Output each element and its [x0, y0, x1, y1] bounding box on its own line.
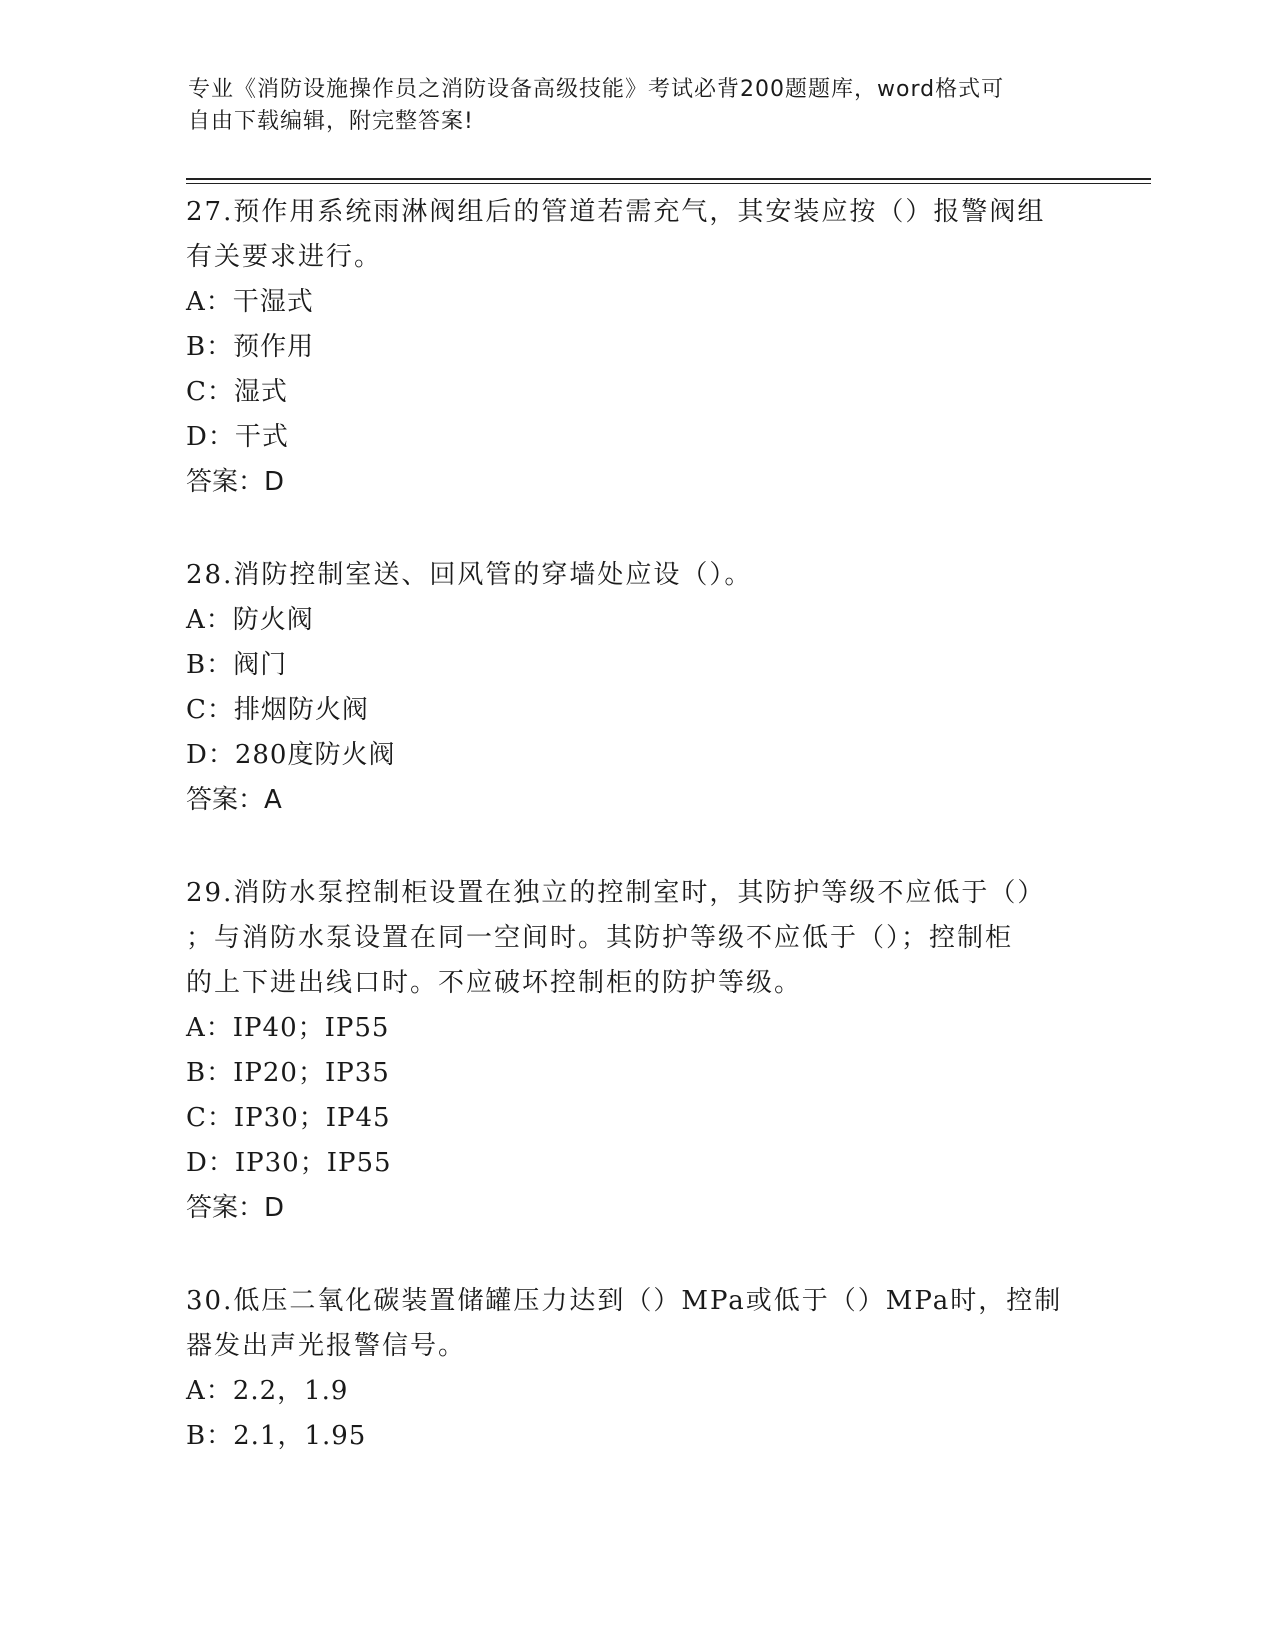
- option-b: B：预作用: [186, 332, 315, 362]
- header-divider-thick: [186, 178, 1151, 180]
- option-d: D：280度防火阀: [186, 740, 396, 770]
- question-text-line: 28.消防控制室送、回风管的穿墙处应设（）。: [186, 560, 753, 590]
- question-text-line: 29.消防水泵控制柜设置在独立的控制室时，其防护等级不应低于（）: [186, 878, 1046, 908]
- document-header: [188, 74, 1068, 138]
- option-a: A：2.2，1.9: [186, 1376, 349, 1406]
- answer-line: 答案：A: [186, 785, 282, 815]
- answer-line: 答案：D: [186, 1193, 285, 1223]
- question-29: [186, 871, 1086, 1231]
- header-line-1: 专业《消防设施操作员之消防设备高级技能》考试必背200题题库，word格式可: [188, 77, 1005, 102]
- option-c: C：湿式: [186, 377, 288, 407]
- answer-line: 答案：D: [186, 467, 285, 497]
- question-text-line: 器发出声光报警信号。: [186, 1331, 467, 1361]
- question-text-line: 27.预作用系统雨淋阀组后的管道若需充气，其安装应按（）报警阀组: [186, 197, 1046, 227]
- header-divider-thin: [186, 183, 1151, 184]
- option-a: A：干湿式: [186, 287, 314, 317]
- option-b: B：阀门: [186, 650, 288, 680]
- option-b: B：2.1，1.95: [186, 1421, 367, 1451]
- header-line-2: 自由下载编辑，附完整答案!: [188, 109, 474, 134]
- question-text-line: 30.低压二氧化碳装置储罐压力达到（）MPa或低于（）MPa时，控制: [186, 1286, 1063, 1316]
- question-text-line: 的上下进出线口时。不应破坏控制柜的防护等级。: [186, 968, 803, 998]
- question-text-line: ；与消防水泵设置在同一空间时。其防护等级不应低于（）；控制柜: [186, 923, 1014, 953]
- option-b: B：IP20；IP35: [186, 1058, 390, 1088]
- question-30: [186, 1279, 1086, 1459]
- question-text-line: 有关要求进行。: [186, 242, 383, 272]
- option-d: D：IP30；IP55: [186, 1148, 392, 1178]
- option-a: A：IP40；IP55: [186, 1013, 390, 1043]
- question-27: [186, 190, 1086, 505]
- option-d: D：干式: [186, 422, 289, 452]
- option-c: C：IP30；IP45: [186, 1103, 391, 1133]
- option-a: A：防火阀: [186, 605, 314, 635]
- option-c: C：排烟防火阀: [186, 695, 369, 725]
- question-list: [186, 190, 1086, 1507]
- question-28: [186, 553, 1086, 823]
